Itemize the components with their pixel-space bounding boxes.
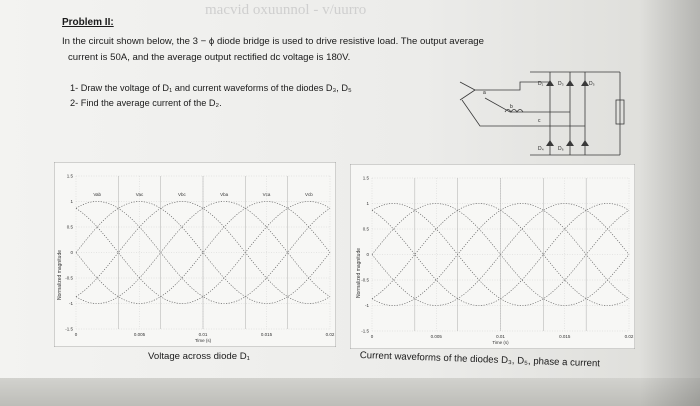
y-tick-label: 1 (70, 199, 73, 204)
left-ylabel: Normalized magnitude (57, 249, 63, 300)
voltage-plot (54, 162, 336, 347)
interval-label: Vba (220, 192, 229, 197)
diode-bridge-circuit (450, 60, 640, 175)
caption-current-waveforms: Current waveforms of the diodes D₃, D₅, phase a current (359, 350, 601, 370)
x-tick-label: 0.01 (198, 332, 208, 337)
x-tick-label: 0.005 (133, 332, 146, 337)
y-tick-label: -0.5 (65, 275, 73, 281)
diode-d2 (581, 140, 589, 146)
y-tick-label: 0.5 (362, 226, 369, 232)
y-tick-label: 0.5 (66, 224, 73, 230)
y-tick-label: 1.5 (66, 173, 73, 179)
x-tick-label: 0.02 (325, 332, 335, 337)
label-a: a (483, 90, 486, 96)
x-tick-label: 0.005 (430, 334, 442, 339)
source-phase-b (460, 90, 475, 100)
y-tick-label: 1.5 (362, 175, 369, 181)
right-ylabel: Normalized magnitude (356, 247, 362, 298)
diode-d3 (566, 80, 574, 86)
label-b: b (510, 104, 513, 110)
page-shadow (640, 0, 700, 406)
problem-title: Problem II: (62, 17, 114, 28)
interval-label: Vab (93, 192, 102, 197)
wire-c (462, 100, 585, 126)
interval-label: Vcb (304, 192, 313, 197)
current-plot (350, 164, 635, 349)
x-tick-label: 0.02 (624, 334, 634, 339)
source-phase-a (460, 82, 475, 90)
label-d4: D₄ (538, 146, 544, 152)
y-tick-label: -1 (364, 303, 369, 308)
plot-frame (54, 162, 336, 347)
x-axis-label: Time (s) (194, 338, 212, 343)
interval-label: Vca (262, 192, 271, 197)
label-d3: D₃ (558, 81, 564, 87)
diode-d1 (546, 80, 554, 86)
wire-b (485, 98, 570, 112)
task-2: 2- Find the average current of the D₂. (70, 98, 222, 108)
problem-statement-line1: In the circuit shown below, the 3 − ϕ diode bridge is used to drive resistive load. The output average (62, 36, 484, 47)
y-tick-label: -0.5 (361, 277, 369, 283)
bleed-through-text: macvid oxuunnol - v/uurro (205, 2, 367, 18)
x-tick-label: 0.015 (559, 334, 571, 339)
label-d6: D₆ (558, 146, 564, 152)
x-axis-label: Time (s) (492, 340, 509, 345)
plot-frame (350, 164, 635, 349)
x-tick-label: 0.015 (260, 332, 273, 337)
x-tick-label: 0 (74, 332, 78, 337)
x-tick-label: 0 (370, 334, 374, 339)
y-tick-label: 0 (70, 250, 73, 255)
y-tick-label: 1 (366, 201, 369, 206)
y-tick-label: 0 (366, 252, 369, 257)
y-tick-label: -1 (68, 301, 73, 306)
x-tick-label: 0.01 (496, 334, 505, 339)
table-surface (0, 378, 700, 406)
label-d5: D₅ (589, 81, 595, 87)
y-tick-label: -1.5 (65, 326, 73, 332)
problem-statement-line2: current is 50A, and the average output rectified dc voltage is 180V. (68, 52, 351, 63)
diode-d5 (581, 80, 589, 86)
caption-voltage-d1: Voltage across diode D₁ (148, 351, 250, 362)
diode-d4 (546, 140, 554, 146)
interval-label: Vbc (177, 192, 186, 197)
label-d1: D₁ (538, 81, 544, 87)
interval-label: Vac (135, 192, 144, 197)
diode-d6 (566, 140, 574, 146)
task-1: 1- Draw the voltage of D₁ and current waveforms of the diodes D₃, D₅ (70, 83, 352, 93)
label-c: c (538, 118, 541, 124)
y-tick-label: -1.5 (361, 328, 369, 334)
